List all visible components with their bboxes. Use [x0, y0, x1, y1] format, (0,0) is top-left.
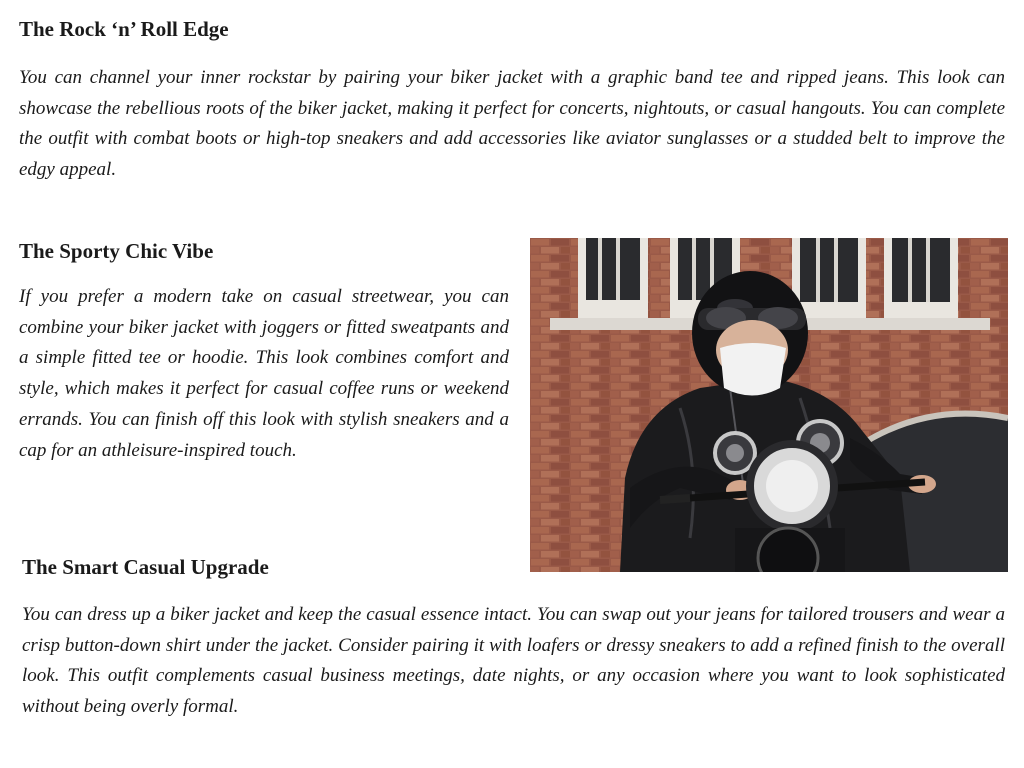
section-body-sporty-chic: If you prefer a modern take on casual streetwear, you can combine your biker jacket with joggers or fitted sweatpants and a simple fitted tee or hoodie. This look combines comfort and style, which makes it perfect for casual coffee runs or weekend errands. You can finish off this look with stylish sneakers and a cap for an athleisure-inspired touch.	[19, 286, 509, 461]
section-title-rock-n-roll: The Rock ‘n’ Roll Edge	[19, 17, 229, 41]
section-title-sporty-chic: The Sporty Chic Vibe	[19, 239, 214, 263]
face-mask	[720, 343, 786, 396]
section-title-smart-casual: The Smart Casual Upgrade	[22, 555, 269, 579]
motorcyclist-photo	[530, 238, 1008, 572]
section-body-rock-n-roll: You can channel your inner rockstar by pairing your biker jacket with a graphic band tee and ripped jeans. This look can showcase the rebellious roots of the biker jacket, making it perfect for concerts, nightouts, or casual hangouts. You can complete the outfit with combat boots or high-top sneakers and add accessories like aviator sunglasses or a studded belt to improve the edgy appeal.	[19, 67, 1005, 181]
section-body-smart-casual: You can dress up a biker jacket and keep the casual essence intact. You can swap out your jeans for tailored trousers and wear a crisp button-down shirt under the jacket. Consider pairing it with loafers or dressy sneakers to add a refined finish to the overall look. This outfit complements casual business meetings, date nights, or any occasion where you want to look sophisticated without being overly formal.	[22, 604, 1005, 718]
